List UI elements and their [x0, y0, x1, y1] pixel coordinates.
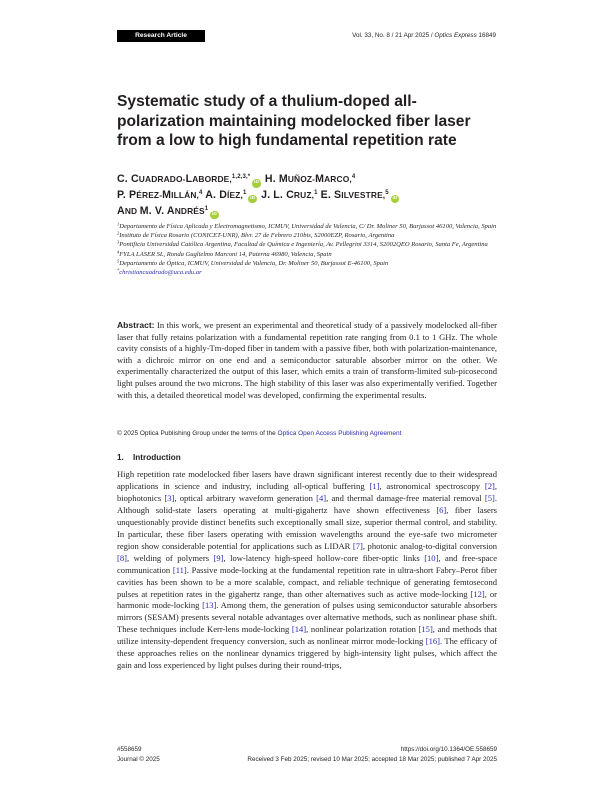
affiliation-5: $^5$Departamento de Óptica, ICMUV, Universidad de Valencia, Dr. Moliner 50, Burjassot E-46100, Spain [117, 258, 389, 267]
orcid-icon[interactable]: iD [210, 211, 219, 220]
footer-right [247, 745, 497, 764]
doi-link[interactable]: https://doi.org/10.1364/OE.558659 [400, 746, 497, 753]
license-link[interactable]: Optica Open Access Publishing Agreement [277, 430, 402, 437]
author-3: P. PÉREZ-MILLÁN,$^4$ [117, 188, 203, 201]
citation-volume: Vol. 33, No. 8 / 21 Apr 2025 / [352, 32, 435, 39]
citation-journal-name: Optics Express [434, 32, 477, 39]
footer-left [117, 745, 160, 764]
citation-page: 16849 [478, 32, 496, 39]
author-5: J. L. CRUZ,$^1$ [261, 188, 318, 201]
citation-link[interactable]: [2] [484, 480, 495, 491]
author-list [117, 172, 497, 219]
journal-copyright: Journal © 2025 [117, 755, 160, 763]
orcid-icon[interactable]: iD [391, 195, 400, 204]
page-header [117, 30, 496, 42]
abstract-text: In this work, we present an experimental and theoretical study of a passively modelocked all-fiber laser that fully retains polarization with a fundamental repetition rate ranging from 0.1 to 1 GHz. The whole cavity consists of a highly-Tm-doped fiber in tandem with a passive fiber, both with polarization-maintenance, with a dichroic mirror on one end and a semiconductor saturable absorber mirror on the other. We experimentally characterized the output of this laser, which emits a train of transform-limited sub-picosecond light pulses around the two microns. The high stability of this laser was also experimentally verified. Together with this, a detailed theoretical model was developed, confirming the experimental results. [117, 320, 497, 400]
affiliation-2: $^2$Instituto de Física Rosario (CONICET-UNR), Blvr. 27 de Febrero 210bis, S2000EZP, Rosario, Argentina [117, 230, 395, 240]
author-4: A. DÍEZ,$^1$ [205, 188, 247, 201]
copyright-notice: © 2025 Optica Publishing Group under the terms of the Optica Open Access Publishing Agreement [117, 430, 402, 437]
author-conjunction: AND [117, 204, 140, 217]
author-1: C. CUADRADO-LABORDE,$^{1,2,3,*}$ [117, 173, 251, 185]
author-6: E. SILVESTRE,$^5$ [320, 188, 389, 201]
citation-link[interactable]: [3] [164, 492, 175, 503]
author-7: M. V. ANDRÉS$^1$ [139, 204, 209, 217]
publication-dates: Received 3 Feb 2025; revised 10 Mar 2025; accepted 18 Mar 2025; published 7 Apr 2025 [247, 755, 497, 763]
article-title: Systematic study of a thulium-doped all-polarization maintaining modelocked fiber laser from a low to high fundamental repetition rate [117, 93, 471, 149]
citation-link[interactable]: [1] [369, 480, 380, 491]
orcid-icon[interactable]: iD [248, 195, 257, 204]
abstract [117, 320, 497, 401]
citation-link[interactable]: [13] [202, 600, 217, 611]
citation-link[interactable]: [11] [172, 564, 187, 575]
introduction-paragraph: High repetition rate modelocked fiber lasers have drawn significant interest recently due to their widespread applications in science and industry, including all-optical buffering [1], astronomical spectroscopy [2], biophotonics [3], optical arbitrary waveform generation [4], and thermal damage-free material removal [5]. Although solid-state lasers operating at multi-gigahertz have shown effectiveness [6], fiber lasers unquestionably provide distinct benefits such exceptionally small size, superior thermal control, and stability. In particular, these fiber lasers operating with emission wavelengths around the eye-safe two micrometer region show considerable potential for applications such as LIDAR [7], photonic analog-to-digital conversion [8], welding of polymers [9], low-latency high-speed hollow-core fiber-optic links [10], and free-space communication [11]. Passive mode-locking at the fundamental repetition rate in ultra-short Fabry–Perot fiber cavities has been shown to be a more scalable, compact, and reliable technique of generating femtosecond pulses at repetition rates in the gigahertz range, than other alternatives such as active mode-locking [12], or harmonic mode-locking [13]. Among them, the generation of pulses using semiconductor saturable absorbers mirrors (SESAM) presents several notable advantages over alternative methods, such as nonlinear phase shift. These techniques include Kerr-lens mode-locking [14], nonlinear polarization rotation [15], and methods that utilize intensity-dependent frequency conversion, such as nonlinear mirror mode-locking [16]. The efficacy of these approaches relies on the nonlinear dynamics triggered by high-intensity light pulses, which affect the gain and loss experienced by light pulses during their round-trips, [117, 469, 498, 671]
affiliation-1: $^1$Departamento de Física Aplicada y Electromagnetismo, ICMUV, Universidad de Valencia, C/ Dr. Moliner 50, Burjassot 46100, Valencia, Spain [117, 221, 497, 230]
author-2: H. MUÑOZ-MARCO,$^4$ [264, 173, 356, 185]
citation-link[interactable]: [4] [316, 492, 327, 503]
orcid-icon[interactable]: iD [252, 179, 261, 188]
affiliations [117, 222, 499, 277]
journal-citation [352, 31, 496, 41]
section-heading [117, 453, 181, 462]
citation-link[interactable]: [8] [117, 552, 127, 563]
article-id: #558659 [117, 746, 142, 753]
citation-link[interactable]: [9] [213, 552, 224, 563]
citation-link[interactable]: [7] [352, 540, 363, 551]
citation-link[interactable]: [12] [470, 588, 485, 599]
citation-link[interactable]: [16] [425, 636, 440, 647]
affiliation-4: $^4$FYLA LASER SL, Ronda Guglielmo Marconi 14, Paterna 46980, Valencia, Spain [117, 249, 332, 258]
section-number: 1. [117, 453, 124, 462]
citation-link[interactable]: [10] [424, 552, 439, 563]
corresponding-email[interactable]: *christiancuadrado@uca.edu.ar [117, 267, 202, 277]
affiliation-3: $^3$Pontificia Universidad Católica Argentina, Facultad de Química e Ingeniería, Av. Pellegrini 3314, S2002QEO Rosario, Santa Fe, Argentina [117, 239, 488, 249]
citation-link[interactable]: [5] [484, 492, 495, 503]
citation-link[interactable]: [6] [436, 504, 447, 515]
article-type-badge: Research Article [117, 30, 205, 42]
citation-link[interactable]: [15] [418, 624, 433, 635]
citation-link[interactable]: [14] [291, 624, 307, 635]
abstract-label: Abstract: [117, 320, 155, 330]
section-title: Introduction [133, 453, 181, 462]
